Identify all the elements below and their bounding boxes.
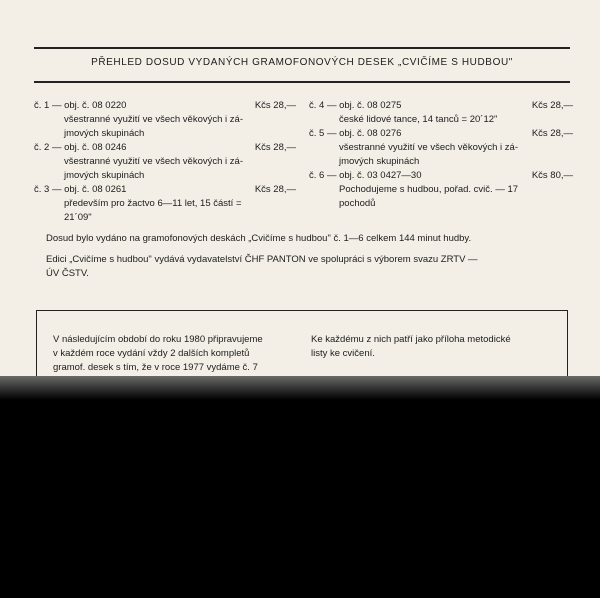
record-catalog: č. 1 — obj. č. 08 0220 — [34, 100, 127, 111]
record-price: Kčs 28,— — [254, 184, 296, 195]
record-price: Kčs 28,— — [254, 142, 296, 153]
record-catalog: č. 3 — obj. č. 08 0261 — [34, 184, 127, 195]
record-description: všestranné využití ve všech věkových i zá- jmových skupinách — [339, 142, 518, 167]
record-entry — [309, 99, 573, 127]
publisher-note: Edici „Cvičíme s hudbou" vydává vydavatelství ČHF PANTON ve spolupráci s výborem svazu ZRTV — ÚV ČSTV. — [46, 254, 478, 279]
title-underline — [34, 81, 570, 83]
record-catalog: č. 5 — obj. č. 08 0276 — [309, 128, 402, 139]
record-list-left — [34, 99, 296, 225]
record-entry — [309, 127, 573, 169]
record-description: české lidové tance, 14 tanců = 20´12" — [339, 114, 498, 125]
record-description: všestranné využití ve všech věkových i zá- jmových skupinách — [64, 156, 243, 181]
record-entry — [309, 169, 573, 211]
record-entry — [34, 99, 296, 141]
page-title: PŘEHLED DOSUD VYDANÝCH GRAMOFONOVÝCH DESEK „CVIČÍME S HUDBOU" — [91, 57, 513, 68]
released-note: Dosud bylo vydáno na gramofonových deskách „Cvičíme s hudbou" č. 1—6 celkem 144 minut hudby. — [46, 233, 472, 244]
record-description: všestranné využití ve všech věkových i zá- jmových skupinách — [64, 114, 243, 139]
record-description: především pro žactvo 6—11 let, 15 částí = 21´09" — [64, 198, 242, 223]
record-entry — [34, 183, 296, 225]
record-catalog: č. 6 — obj. č. 03 0427—30 — [309, 170, 422, 181]
record-price: Kčs 80,— — [531, 170, 573, 181]
announcement-left-text: V následujícím období do roku 1980 připravujeme v každém roce vydání vždy 2 dalších kompletů gramof. desek s tím, že v roce 1977 vydáme č. 7 — [53, 334, 263, 373]
announcement-right-text: Ke každému z nich patří jako příloha metodické listy ke cvičení. — [311, 334, 511, 359]
record-entry — [34, 141, 296, 183]
top-rule — [34, 47, 570, 49]
record-price: Kčs 28,— — [531, 128, 573, 139]
record-catalog: č. 4 — obj. č. 08 0275 — [309, 100, 402, 111]
record-price: Kčs 28,— — [254, 100, 296, 111]
record-description: Pochodujeme s hudbou, pořad. cvič. — 17 pochodů — [339, 184, 519, 209]
record-list-right — [309, 99, 573, 211]
announcement-box — [36, 310, 568, 379]
page-cutoff-edge — [0, 376, 600, 400]
record-catalog: č. 2 — obj. č. 08 0246 — [34, 142, 127, 153]
record-price: Kčs 28,— — [531, 100, 573, 111]
